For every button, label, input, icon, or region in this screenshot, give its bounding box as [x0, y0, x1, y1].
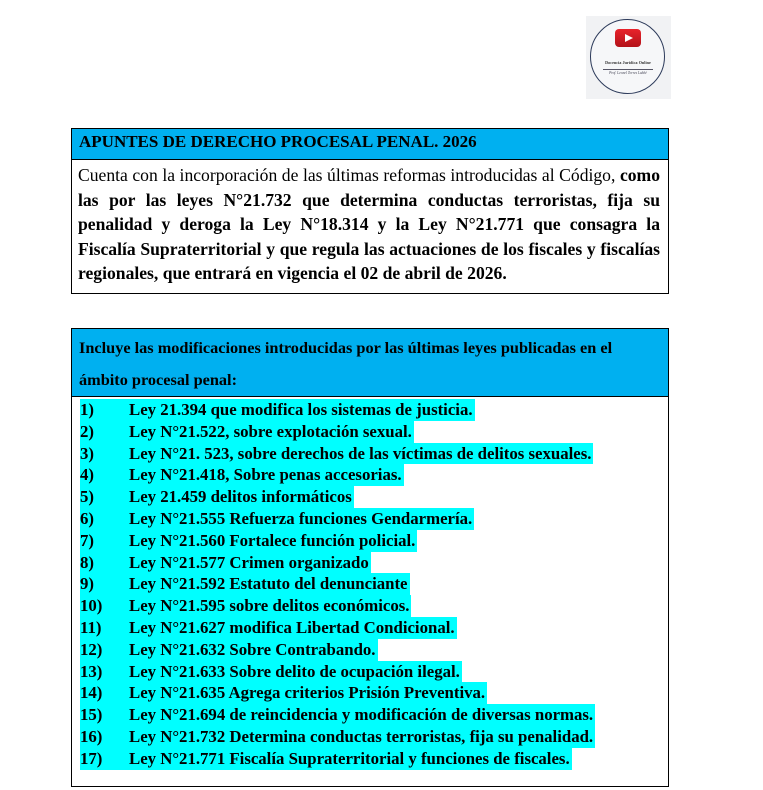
law-highlight	[80, 661, 462, 683]
law-highlight	[80, 682, 487, 704]
law-highlight	[80, 726, 595, 748]
law-text: Ley N°21.633 Sobre delito de ocupación ilegal.	[129, 661, 460, 681]
law-number: 15)	[80, 705, 103, 725]
law-number: 16)	[80, 726, 103, 746]
law-highlight	[80, 595, 411, 617]
law-list-item	[80, 508, 668, 530]
law-list-item	[80, 399, 668, 421]
law-number: 10)	[80, 596, 103, 616]
law-list-item	[80, 573, 668, 595]
intro-title: APUNTES DE DERECHO PROCESAL PENAL. 2026	[72, 129, 668, 160]
law-list-item	[80, 486, 668, 508]
law-highlight	[80, 486, 354, 508]
logo-signature: Prof. Leonel Torres Labbé	[603, 69, 653, 75]
law-highlight	[80, 573, 410, 595]
intro-description	[72, 160, 668, 286]
law-highlight	[80, 508, 474, 530]
law-highlight	[80, 748, 572, 770]
law-list-item	[80, 726, 668, 748]
law-number: 17)	[80, 748, 103, 768]
law-number: 2)	[80, 421, 94, 441]
intro-body: como las por las leyes N°21.732 que determina conductas terroristas, fija su penalidad y deroga la Ley N°18.314 y la Ley N°21.771 que consagra la Fiscalía Supraterritorial y que regula las actuaciones de los fiscales y fiscalías regionales, que entrará en vigencia el 02 de abril de 2026.	[78, 165, 660, 284]
law-text: Ley N°21.577 Crimen organizado	[129, 552, 369, 572]
laws-list	[72, 397, 668, 770]
logo-title: Docencia Jurídica Online	[605, 60, 651, 65]
law-number: 7)	[80, 530, 94, 550]
law-number: 1)	[80, 400, 94, 419]
law-number: 12)	[80, 639, 103, 659]
law-number: 6)	[80, 508, 94, 528]
law-list-item	[80, 704, 668, 726]
youtube-play-icon	[615, 29, 641, 47]
law-list-item	[80, 617, 668, 639]
law-highlight	[80, 443, 593, 465]
channel-logo	[586, 16, 671, 99]
law-number: 4)	[80, 465, 94, 485]
law-number: 9)	[80, 574, 94, 594]
law-text: Ley N°21.694 de reincidencia y modificación de diversas normas.	[129, 705, 594, 725]
law-text: Ley 21.394 que modifica los sistemas de justicia.	[129, 400, 473, 419]
law-text: Ley N°21.771 Fiscalía Supraterritorial y funciones de fiscales.	[129, 748, 570, 768]
law-number: 8)	[80, 552, 94, 572]
law-number: 3)	[80, 443, 94, 463]
law-list-item	[80, 530, 668, 552]
logo-badge	[590, 19, 665, 94]
law-list-item	[80, 443, 668, 465]
law-text: Ley N°21.635 Agrega criterios Prisión Preventiva.	[129, 683, 486, 703]
law-text: Ley 21.459 delitos informáticos	[129, 487, 352, 507]
law-number: 14)	[80, 683, 103, 703]
law-highlight	[80, 421, 414, 443]
law-text: Ley N°21.595 sobre delitos económicos.	[129, 596, 410, 616]
law-highlight	[80, 399, 475, 421]
law-text: Ley N°21.555 Refuerza funciones Gendarmería.	[129, 508, 473, 528]
intro-lead: Cuenta con la incorporación de las últimas reformas introducidas al Código,	[78, 165, 616, 185]
intro-box	[71, 128, 669, 294]
law-text: Ley N°21.627 modifica Libertad Condicional.	[129, 617, 455, 637]
law-list-item	[80, 682, 668, 704]
law-highlight	[80, 639, 378, 661]
law-text: Ley N°21.418, Sobre penas accesorias.	[129, 465, 402, 485]
law-list-item	[80, 421, 668, 443]
laws-title: Incluye las modificaciones introducidas por las últimas leyes publicadas en el ámbito procesal penal:	[72, 329, 668, 397]
law-highlight	[80, 552, 371, 574]
law-list-item	[80, 595, 668, 617]
law-text: Ley N°21.732 Determina conductas terroristas, fija su penalidad.	[129, 726, 594, 746]
laws-box	[71, 328, 669, 787]
law-number: 13)	[80, 661, 103, 681]
law-text: Ley N°21. 523, sobre derechos de las víctimas de delitos sexuales.	[129, 443, 592, 463]
law-highlight	[80, 704, 595, 726]
law-number: 11)	[80, 617, 102, 637]
law-text: Ley N°21.560 Fortalece función policial.	[129, 530, 416, 550]
law-list-item	[80, 661, 668, 683]
law-number: 5)	[80, 487, 94, 507]
law-text: Ley N°21.592 Estatuto del denunciante	[129, 574, 408, 594]
law-list-item	[80, 464, 668, 486]
law-highlight	[80, 464, 404, 486]
law-text: Ley N°21.632 Sobre Contrabando.	[129, 639, 376, 659]
law-list-item	[80, 639, 668, 661]
law-text: Ley N°21.522, sobre explotación sexual.	[129, 421, 412, 441]
law-list-item	[80, 748, 668, 770]
law-list-item	[80, 552, 668, 574]
law-highlight	[80, 617, 457, 639]
law-highlight	[80, 530, 417, 552]
